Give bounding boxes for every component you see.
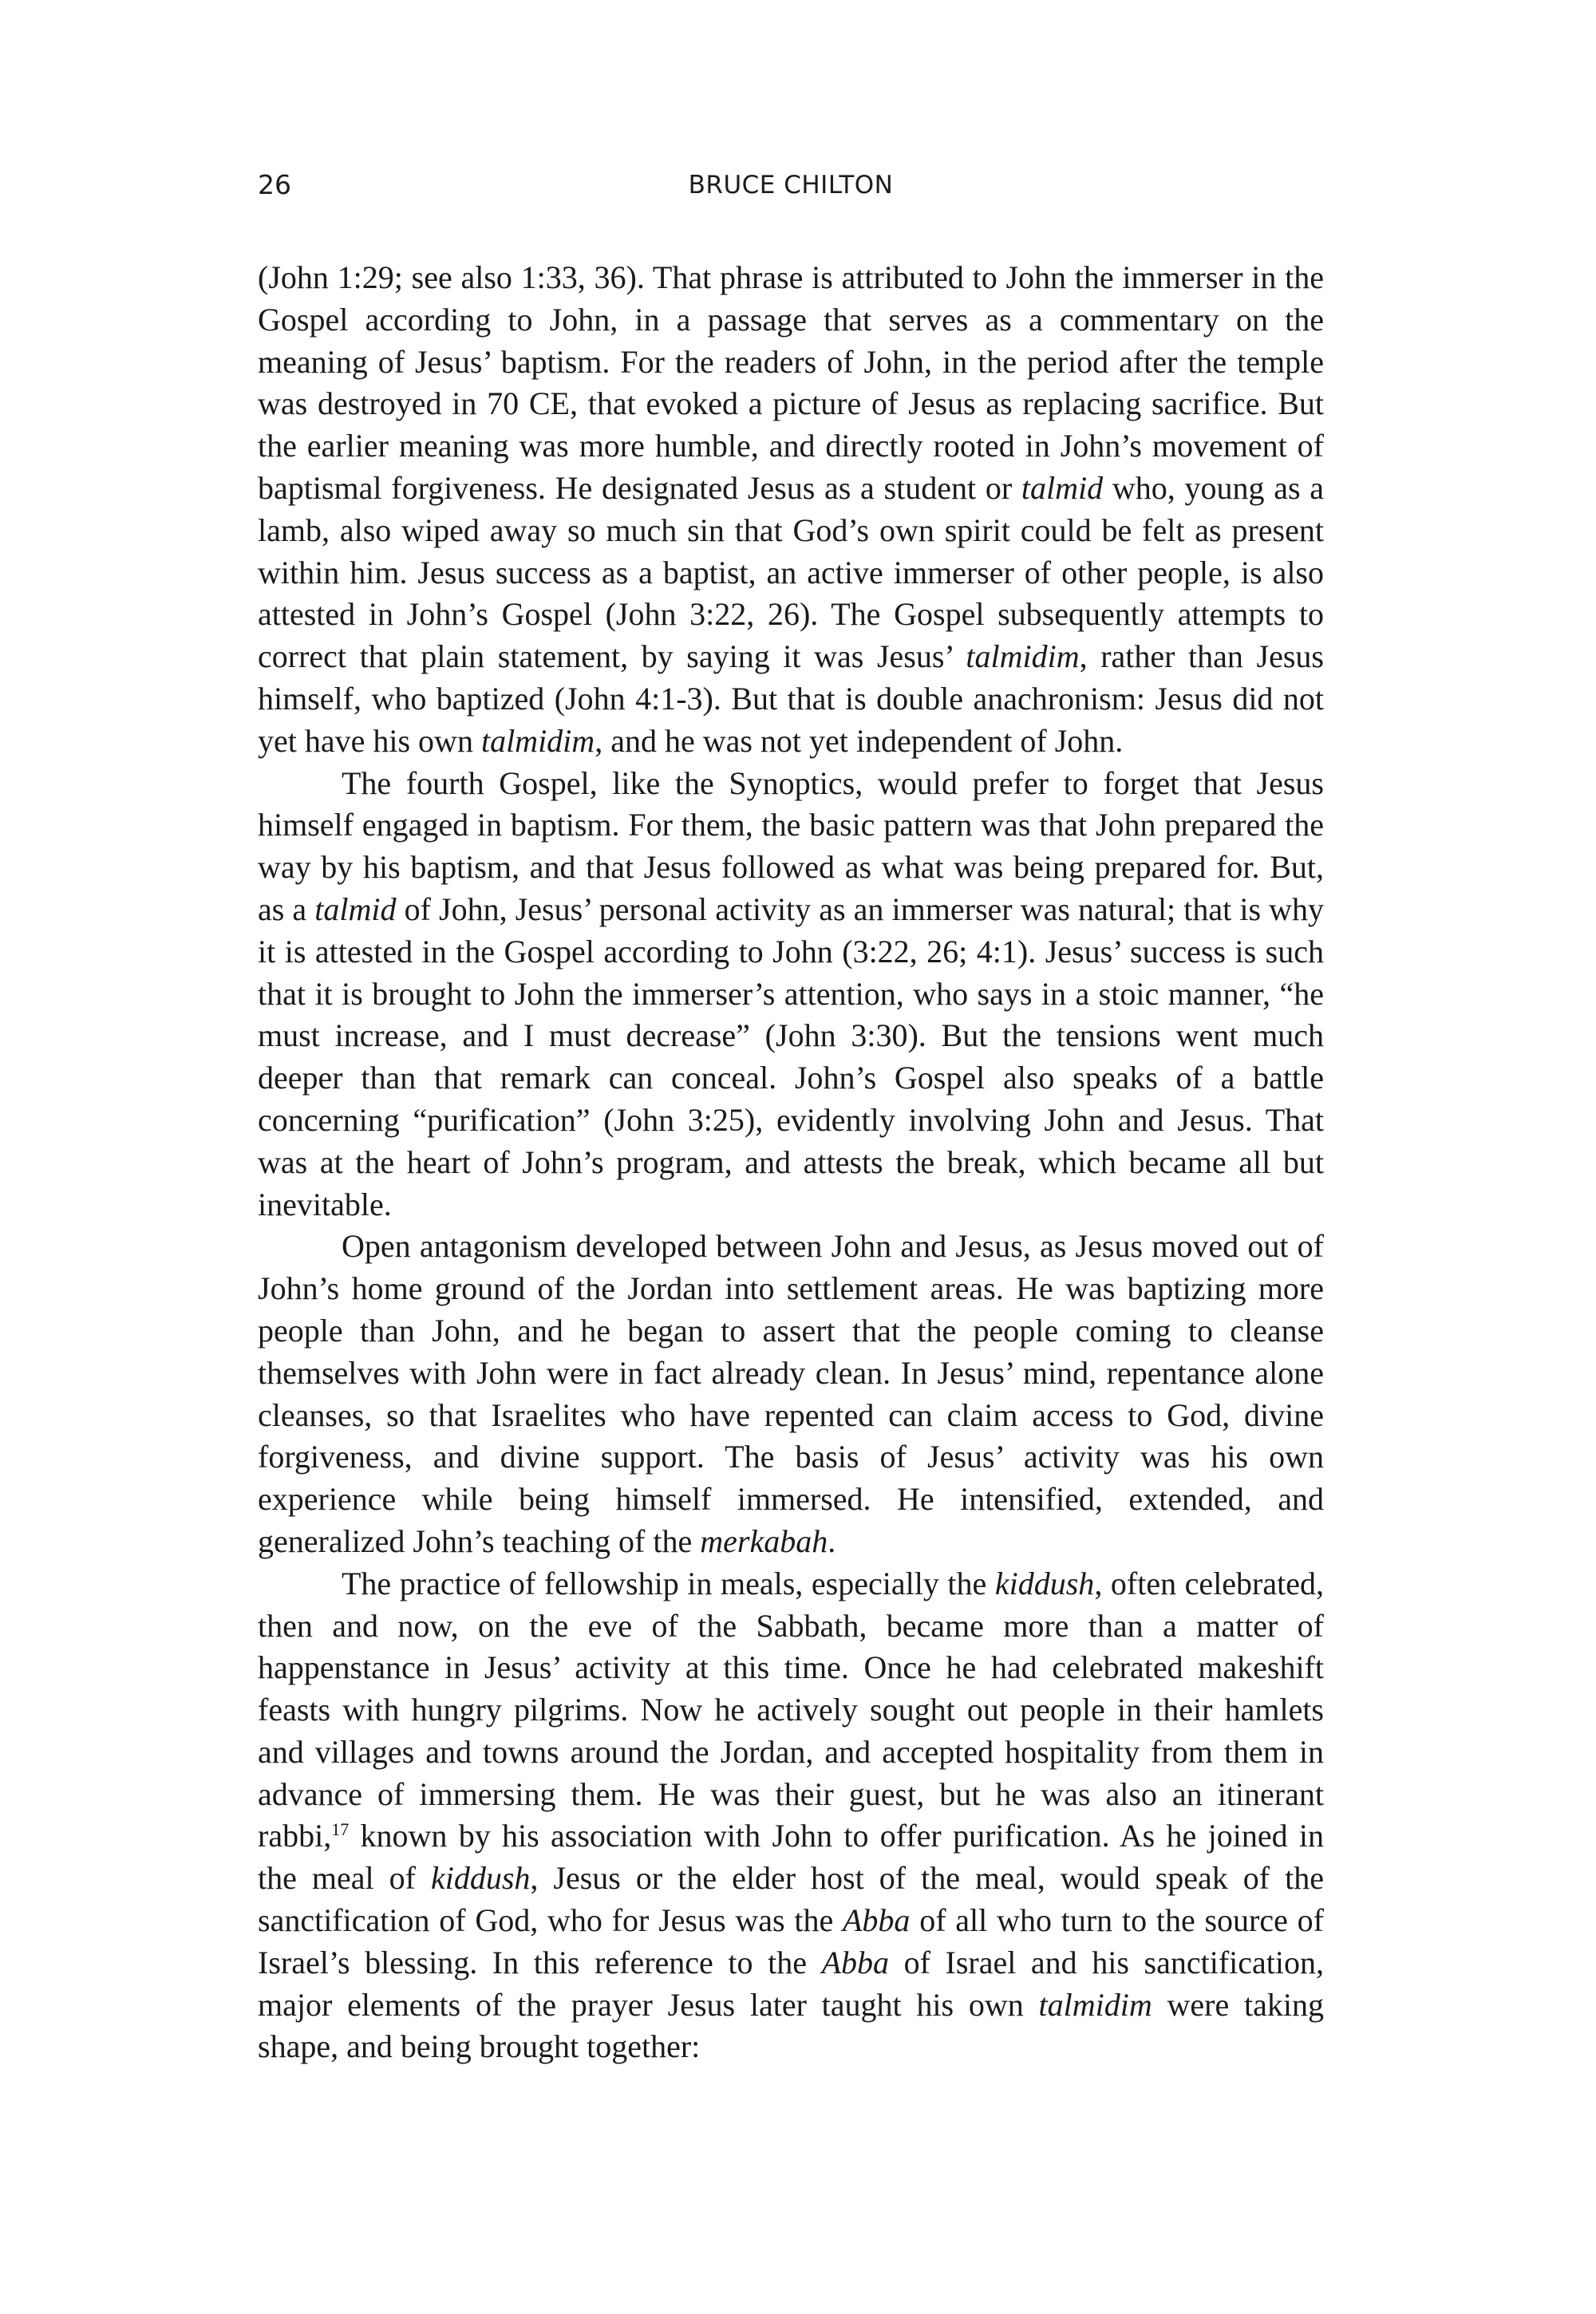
italic-term: talmidim — [966, 638, 1080, 675]
italic-term: merkabah — [700, 1522, 828, 1559]
text-segment: , and he was not yet independent of John. — [595, 722, 1124, 759]
italic-term: Abba — [842, 1902, 911, 1939]
italic-term: talmid — [314, 890, 397, 927]
body-text — [258, 257, 1324, 2068]
text-segment: , often celebrated, then and now, on the eve of the Sabbath, became more than a matter of happenstance in Jesus’ activity at this time. Once he had celebrated makeshift feasts with hungry pilgrims. Now he actively sought out people in their hamlets and villages and towns around the Jordan, and accepted hospitality from them in advance of immersing them. He was their guest, but he was also an itinerant rabbi, — [258, 1565, 1324, 1854]
text-segment: Open antagonism developed between John and Jesus, as Jesus moved out of John’s home ground of the Jordan into settlement areas. He was baptizing more people than John, and he began to assert that the people coming to cleanse themselves with John were in fact already clean. In Jesus’ mind, repentance alone cleanses, so that Israelites who have repented can claim access to God, divine forgiveness, and divine support. The basis of Jesus’ activity was his own experience while being himself immersed. He intensified, extended, and generalized John’s teaching of the — [258, 1228, 1324, 1559]
italic-term: talmid — [1021, 469, 1104, 506]
text-segment: The fourth Gospel, like the Synoptics, would prefer to forget that Jesus himself engaged in baptism. For them, the basic pattern was that John prepared the way by his baptism, and that Jesus followed as what was being prepared for. But, as a — [258, 764, 1324, 927]
running-head-author: BRUCE CHILTON — [688, 171, 894, 199]
text-segment: The practice of fellowship in meals, especially the — [342, 1565, 995, 1601]
text-segment: of Israel and his sanctification, major elements of the prayer Jesus later taught his own — [258, 1944, 1324, 2023]
paragraph — [258, 1226, 1324, 1562]
text-segment: known by his association with John to offer purification. As he joined in the meal of — [258, 1818, 1324, 1897]
italic-term: talmidim — [1038, 1986, 1152, 2023]
text-segment: , Jesus or the elder host of the meal, would speak of the sanctification of God, who for Jesus was the — [258, 1860, 1325, 1939]
italic-term: talmidim — [480, 722, 595, 759]
text-segment: , rather than Jesus himself, who baptized (John 4:1-3). But that is double anachronism: Jesus did not yet have his own — [258, 638, 1324, 759]
text-segment: who, young as a lamb, also wiped away so much sin that God’s own spirit could be felt as present within him. Jesus success as a baptist, an active immerser of other people, is also attested in John’s Gospel (John 3:22, 26). The Gospel subsequently attempts to correct that plain statement, by saying it was Jesus’ — [258, 469, 1324, 675]
text-segment: of all who turn to the source of Israel’s blessing. In this reference to the — [258, 1902, 1324, 1980]
paragraph — [258, 763, 1324, 1226]
text-segment: . — [828, 1522, 836, 1559]
text-segment: (John 1:29; see also 1:33, 36). That phrase is attributed to John the immerser in the Gospel according to John, in a passage that serves as a commentary on the meaning of Jesus’ baptism. For the readers of John, in the period after the temple was destroyed in 70 CE, that evoked a picture of Jesus as replacing sacrifice. But the earlier meaning was more humble, and directly rooted in John’s movement of baptismal forgiveness. He designated Jesus as a student or — [258, 259, 1324, 506]
paragraph — [258, 1563, 1324, 2069]
text-segment: of John, Jesus’ personal activity as an immerser was natural; that is why it is attested in the Gospel according to John (3:22, 26; 4:1). Jesus’ success is such that it is brought to John the immerser’s attention, who says in a stoic manner, “he must increase, and I must decrease” (John 3:30). But the tensions went much deeper than that remark can conceal. John’s Gospel also speaks of a battle concerning “purification” (John 3:25), evidently involving John and Jesus. That was at the heart of John’s program, and attests the break, which became all but inevitable. — [258, 890, 1324, 1222]
italic-term: kiddush — [994, 1565, 1095, 1601]
paragraph — [258, 257, 1324, 763]
running-head — [258, 169, 1324, 209]
italic-term: Abba — [821, 1944, 889, 1980]
text-segment: were taking shape, and being brought together: — [258, 1986, 1324, 2065]
page-number: 26 — [258, 169, 291, 200]
footnote-reference: 17 — [331, 1819, 350, 1840]
italic-term: kiddush — [430, 1860, 531, 1897]
